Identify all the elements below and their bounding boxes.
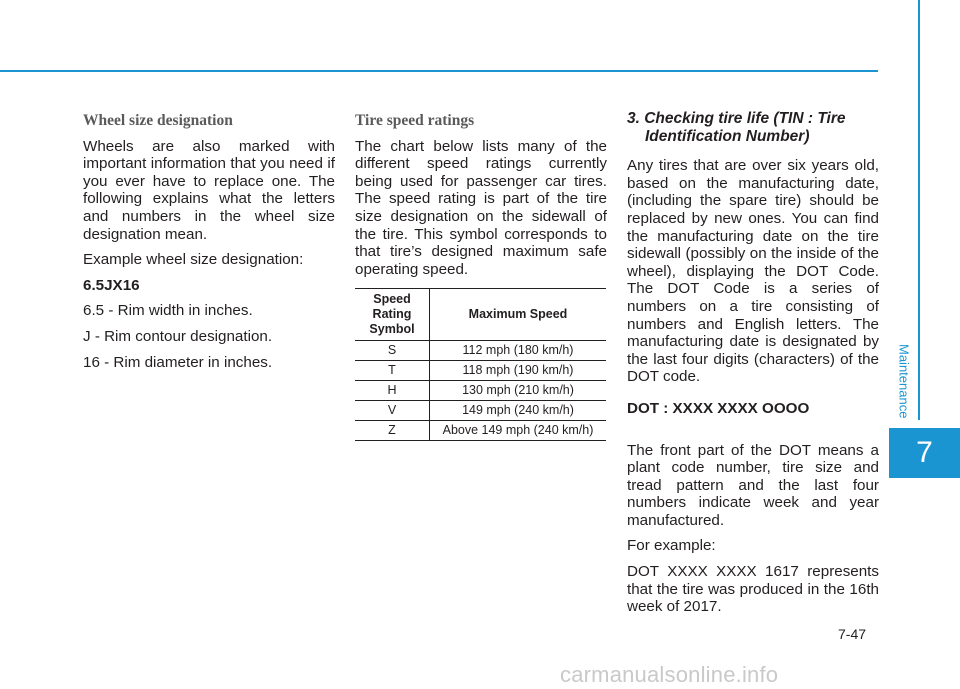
paragraph: DOT XXXX XXXX 1617 represents that the tire was produced in the 16th week of 2017. <box>627 563 879 616</box>
dot-code-format: DOT : XXXX XXXX OOOO <box>627 399 810 417</box>
speed-symbol-cell: S <box>355 341 430 361</box>
speed-symbol-cell: H <box>355 381 430 401</box>
speed-rating-table <box>355 288 606 441</box>
table-row <box>355 381 606 401</box>
rim-diameter-line: 16 - Rim diameter in inches. <box>83 353 273 371</box>
paragraph: Wheels are also marked with important information that you need if you ever have to replace one. The following explains what the letters and numbers in the wheel size designation mean. <box>83 137 335 243</box>
rim-contour-line: J - Rim contour designation. <box>83 327 273 345</box>
table-row <box>355 421 606 441</box>
max-speed-cell: 112 mph (180 km/h) <box>430 341 607 361</box>
paragraph: For example: <box>627 537 716 555</box>
header-speed-symbol: Speed Rating Symbol <box>355 289 430 341</box>
speed-symbol-cell: T <box>355 361 430 381</box>
max-speed-cell: 130 mph (210 km/h) <box>430 381 607 401</box>
section-heading-wheel-size: Wheel size designation <box>83 112 233 129</box>
speed-symbol-cell: V <box>355 401 430 421</box>
paragraph: The chart below lists many of the different speed ratings currently being used for passenger car tires. The speed rating is part of the tire size designation on the sidewall of the tire. This symbol corresponds to that tire’s designed maximum safe operating speed. <box>355 137 607 278</box>
section-heading-tire-life: 3. Checking tire life (TIN : Tire Identification Number) <box>627 110 846 145</box>
table-header-row <box>355 289 606 341</box>
table-row <box>355 341 606 361</box>
page-number: 7-47 <box>838 626 867 642</box>
rim-width-line: 6.5 - Rim width in inches. <box>83 302 253 320</box>
header-rule <box>0 70 878 72</box>
section-label: Maintenance <box>896 343 912 419</box>
column-speed-ratings <box>355 108 607 441</box>
section-heading-speed-ratings: Tire speed ratings <box>355 112 475 129</box>
chapter-number-tab: 7 <box>889 428 960 478</box>
sidebar-rule <box>918 0 920 420</box>
column-tire-life <box>627 108 879 624</box>
table-row <box>355 361 606 381</box>
speed-symbol-cell: Z <box>355 421 430 441</box>
header-max-speed: Maximum Speed <box>430 289 607 341</box>
paragraph: Any tires that are over six years old, based on the manufacturing date, (including the spare tire) should be replaced by new ones. You can find the manufacturing date on the tire sidewall (possibly on the inside of the wheel), displaying the DOT Code. The DOT Code is a series of numbers on a tire consisting of numbers and English letters. The manufacturing date is designated by the last four digits (characters) of the DOT code. <box>627 157 879 386</box>
watermark: carmanualsonline.info <box>560 662 779 687</box>
paragraph: Example wheel size designation: <box>83 251 304 269</box>
example-designation: 6.5JX16 <box>83 276 140 294</box>
max-speed-cell: 118 mph (190 km/h) <box>430 361 607 381</box>
max-speed-cell: Above 149 mph (240 km/h) <box>430 421 607 441</box>
column-wheel-size <box>83 108 335 379</box>
max-speed-cell: 149 mph (240 km/h) <box>430 401 607 421</box>
table-row <box>355 401 606 421</box>
paragraph: The front part of the DOT means a plant code number, tire size and tread pattern and the last four numbers indicate week and year manufactured. <box>627 441 879 529</box>
